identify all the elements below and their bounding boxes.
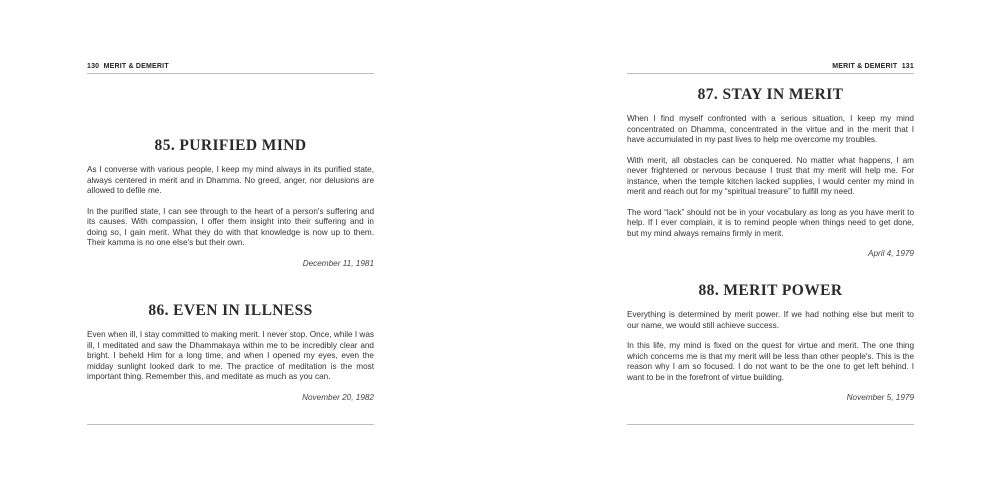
section-title: 88. MERIT POWER: [698, 282, 843, 299]
section-title: 86. EVEN IN ILLNESS: [148, 302, 313, 319]
section-date: November 20, 1982: [302, 392, 374, 402]
header-rule: [627, 73, 914, 74]
paragraph: The word “lack” should not be in your vocabulary as long as you have merit to help. If I ever complain, it is to remind people when things need to get done, but my mind always remains firmly in merit.: [627, 207, 914, 238]
running-title: MERIT & DEMERIT: [103, 63, 169, 70]
paragraph: As I converse with various people, I keep my mind always in its purified state, always centered in merit and in Dhamma. No greed, anger, nor delusions are allowed to defile me.: [87, 165, 374, 195]
section-title: 85. PURIFIED MIND: [154, 137, 307, 154]
section-date: November 5, 1979: [846, 393, 914, 402]
paragraph: With merit, all obstacles can be conquered. No matter what happens, I am never frightened or nervous because I trust that my merit will help me. For instance, when the temple kitchen lacked supplies, I would center my mind in merit and reach out for my “spiritual treasure” to fulfill my need.: [627, 155, 914, 196]
footer-rule: [627, 424, 914, 425]
header-rule: [87, 73, 374, 74]
paragraph: Even when ill, I stay committed to making merit. I never stop. Once, while I was ill, I meditated and saw the Dhammakaya within me to be incredibly clear and bright. I beheld Him for a long time, and when I opened my eyes, even the midday sunlight looked dark to me. The practice of meditation is the most important thing. Remember this, and meditate as much as you can.: [87, 330, 374, 381]
paragraph: Everything is determined by merit power. If we had nothing else but merit to our name, we would still achieve success.: [627, 310, 914, 330]
section-86: [87, 302, 374, 403]
footer-rule: [87, 424, 374, 425]
right-page: [627, 0, 914, 500]
section-88: [627, 282, 914, 404]
paragraph: In this life, my mind is fixed on the quest for virtue and merit. The one thing which concerns me is that my merit will be less than other people's. This is the reason why I am so focused. I do not want to be the one to get left behind. I want to be in the forefront of virtue building.: [627, 341, 914, 382]
paragraph: When I find myself confronted with a serious situation, I keep my mind concentrated on Dhamma, concentrated in the virtue and in the merit that I have accumulated in my past lives to help me overcome my troubles.: [627, 114, 914, 144]
page-number: 130: [87, 63, 100, 70]
section-85: [87, 137, 374, 269]
section-date: December 11, 1981: [302, 258, 374, 268]
left-page: [87, 0, 374, 500]
running-head: [627, 63, 914, 73]
section-87: [627, 86, 914, 260]
page-number: 131: [901, 63, 914, 70]
running-head: [87, 63, 374, 73]
running-title: MERIT & DEMERIT: [832, 63, 898, 70]
section-title: 87. STAY IN MERIT: [697, 86, 844, 103]
paragraph: In the purified state, I can see through to the heart of a person's suffering and its causes. With compassion, I offer them insight into their suffering and in doing so, I gain merit. What they do with that knowledge is now up to them. Their kamma is no one else's but their own.: [87, 206, 374, 247]
section-date: April 4, 1979: [868, 249, 914, 258]
